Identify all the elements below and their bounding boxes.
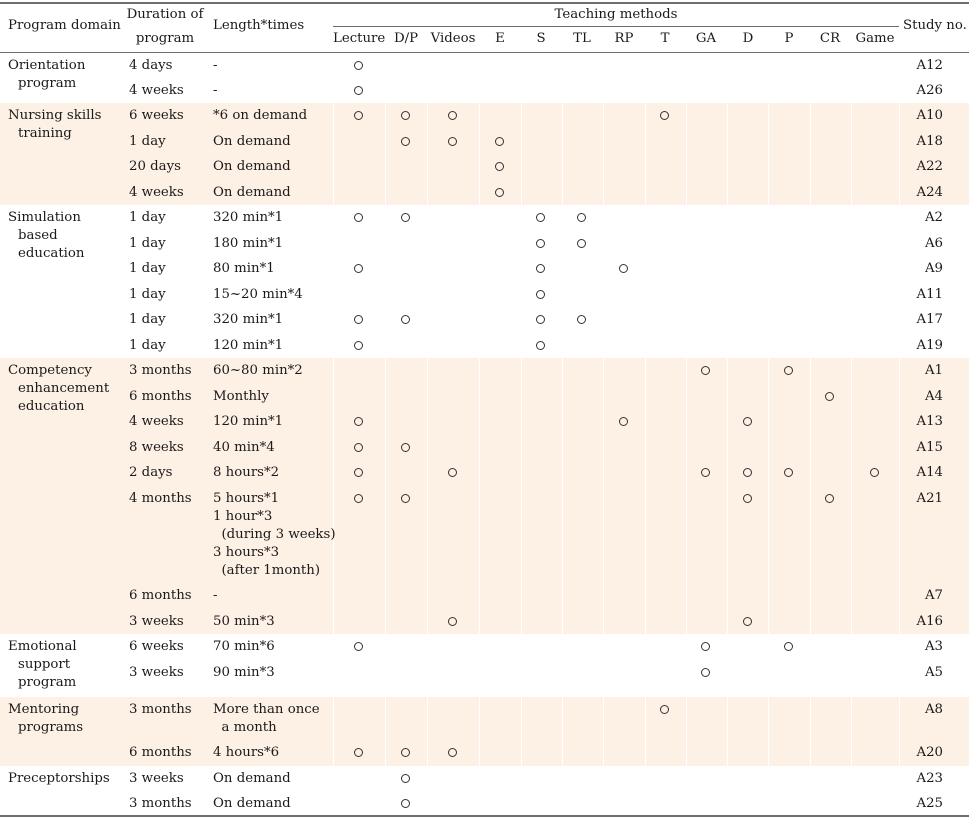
length-times-cell: - [213,83,218,98]
duration-cell: 1 day [129,261,166,276]
teaching-methods-rule [333,26,899,27]
method-mark-lecture [354,748,363,757]
header-method-cr: CR [819,31,841,46]
method-mark-lecture [354,111,363,120]
length-times-cell: (during 3 weeks) [213,527,336,542]
column-separator [385,358,386,634]
column-separator [768,358,769,634]
header-method-ga: GA [695,31,717,46]
method-mark-ga [701,668,710,677]
header-method-d-p: D/P [393,31,419,46]
column-separator [810,103,811,205]
study-no-cell: A10 [916,108,943,123]
length-times-cell: 5 hours*1 [213,491,280,506]
header-method-rp: RP [614,31,634,46]
method-mark-videos [448,617,457,626]
column-separator [479,103,480,205]
method-mark-lecture [354,443,363,452]
program-domain-label: programs [18,720,84,735]
header-method-videos: Videos [430,31,476,46]
program-domain-label: Simulation [8,210,81,225]
length-times-cell: 320 min*1 [213,312,284,327]
method-mark-rp [619,417,628,426]
length-times-cell: 80 min*1 [213,261,275,276]
study-no-cell: A15 [916,440,943,455]
column-separator [686,103,687,205]
header-program-domain: Program domain [8,18,121,33]
column-separator [603,103,604,205]
length-times-cell: 60~80 min*2 [213,363,303,378]
method-mark-s [536,341,545,350]
method-mark-s [536,290,545,299]
study-no-cell: A22 [916,159,943,174]
column-separator [562,103,563,205]
length-times-cell: 90 min*3 [213,665,275,680]
program-domain-label: Preceptorships [8,771,110,786]
method-mark-e [495,137,504,146]
column-separator [686,358,687,634]
method-mark-p [784,642,793,651]
program-domain-label: Nursing skills [8,108,102,123]
study-no-cell: A26 [916,83,943,98]
length-times-cell: On demand [213,796,291,811]
length-times-cell: (after 1month) [213,563,321,578]
column-separator [727,103,728,205]
column-separator [479,358,480,634]
program-domain-label: program [18,76,77,91]
program-domain-label: training [18,126,72,141]
header-method-t: T [660,31,670,46]
method-mark-e [495,162,504,171]
column-separator [603,358,604,634]
method-mark-d [743,494,752,503]
method-mark-lecture [354,264,363,273]
method-mark-d [743,417,752,426]
column-separator [562,358,563,634]
header-method-d: D [742,31,754,46]
program-domain-label: support [18,657,71,672]
column-separator [385,103,386,205]
study-no-cell: A20 [916,745,943,760]
header-method-game: Game [855,31,895,46]
column-separator [427,103,428,205]
column-separator [385,697,386,766]
study-no-cell: A4 [924,389,943,404]
duration-cell: 4 weeks [129,414,184,429]
study-no-cell: A25 [916,796,943,811]
table-top-rule [0,2,969,4]
column-separator [333,103,334,205]
header-bottom-rule [0,52,969,53]
column-separator [899,697,900,766]
column-separator [727,697,728,766]
column-separator [479,697,480,766]
method-mark-d-p [401,137,410,146]
header-study-no: Study no. [903,18,967,33]
method-mark-tl [577,315,586,324]
program-domain-label: Mentoring [8,702,80,717]
column-separator [851,358,852,634]
duration-cell: 1 day [129,134,166,149]
duration-cell: 8 weeks [129,440,184,455]
column-separator [333,358,334,634]
duration-cell: 6 months [129,588,192,603]
method-mark-lecture [354,86,363,95]
method-mark-ga [701,642,710,651]
length-times-cell: - [213,588,218,603]
duration-cell: 4 weeks [129,83,184,98]
study-no-cell: A11 [916,287,943,302]
method-mark-s [536,315,545,324]
method-mark-p [784,366,793,375]
method-mark-lecture [354,642,363,651]
method-mark-d-p [401,213,410,222]
method-mark-videos [448,468,457,477]
duration-cell: 1 day [129,312,166,327]
method-mark-p [784,468,793,477]
length-times-cell: 320 min*1 [213,210,284,225]
length-times-cell: 50 min*3 [213,614,275,629]
column-separator [768,697,769,766]
duration-cell: 4 months [129,491,192,506]
method-mark-videos [448,137,457,146]
length-times-cell: 120 min*1 [213,338,284,353]
duration-cell: 4 days [129,58,173,73]
program-domain-label: education [18,399,85,414]
duration-cell: 2 days [129,465,173,480]
duration-cell: 3 months [129,796,192,811]
method-mark-d-p [401,111,410,120]
length-times-cell: On demand [213,159,291,174]
method-mark-lecture [354,315,363,324]
study-no-cell: A13 [916,414,943,429]
method-mark-s [536,264,545,273]
method-mark-d-p [401,748,410,757]
column-separator [521,697,522,766]
column-separator [333,697,334,766]
method-mark-lecture [354,213,363,222]
length-times-cell: 120 min*1 [213,414,284,429]
column-separator [603,697,604,766]
method-mark-d [743,468,752,477]
header-method-p: P [784,31,794,46]
header-duration-line2: program [135,31,195,46]
study-no-cell: A17 [916,312,943,327]
study-no-cell: A2 [924,210,943,225]
duration-cell: 3 weeks [129,614,184,629]
study-no-cell: A12 [916,58,943,73]
method-mark-cr [825,392,834,401]
method-mark-tl [577,239,586,248]
length-times-cell: 180 min*1 [213,236,284,251]
study-no-cell: A9 [924,261,943,276]
column-separator [645,103,646,205]
study-no-cell: A14 [916,465,943,480]
column-separator [427,358,428,634]
method-mark-game [870,468,879,477]
method-mark-d-p [401,315,410,324]
method-mark-lecture [354,468,363,477]
header-method-s: S [536,31,546,46]
column-separator [521,103,522,205]
length-times-cell: More than once [213,702,320,717]
column-separator [645,358,646,634]
method-mark-tl [577,213,586,222]
length-times-cell: a month [213,720,277,735]
program-domain-label: enhancement [18,381,110,396]
column-separator [851,103,852,205]
method-mark-t [660,705,669,714]
study-no-cell: A24 [916,185,943,200]
method-mark-d-p [401,799,410,808]
method-mark-d-p [401,494,410,503]
column-separator [562,697,563,766]
length-times-cell: On demand [213,771,291,786]
column-separator [727,358,728,634]
program-domain-label: Emotional [8,639,77,654]
duration-cell: 6 weeks [129,108,184,123]
length-times-cell: - [213,58,218,73]
method-mark-videos [448,748,457,757]
length-times-cell: 8 hours*2 [213,465,280,480]
study-no-cell: A19 [916,338,943,353]
study-no-cell: A6 [924,236,943,251]
column-separator [899,358,900,634]
study-no-cell: A18 [916,134,943,149]
duration-cell: 3 weeks [129,771,184,786]
method-mark-s [536,213,545,222]
duration-cell: 6 weeks [129,639,184,654]
method-mark-t [660,111,669,120]
study-no-cell: A5 [924,665,943,680]
method-mark-lecture [354,417,363,426]
column-separator [645,697,646,766]
program-domain-label: Competency [8,363,92,378]
method-mark-d-p [401,774,410,783]
column-separator [686,697,687,766]
header-method-lecture: Lecture [333,31,386,46]
length-times-cell: On demand [213,185,291,200]
method-mark-e [495,188,504,197]
duration-cell: 4 weeks [129,185,184,200]
length-times-cell: 4 hours*6 [213,745,280,760]
duration-cell: 20 days [129,159,181,174]
column-separator [851,697,852,766]
length-times-cell: On demand [213,134,291,149]
column-separator [810,358,811,634]
method-mark-d [743,617,752,626]
length-times-cell: *6 on demand [213,108,308,123]
length-times-cell: Monthly [213,389,269,404]
duration-cell: 3 months [129,363,192,378]
program-domain-label: based [18,228,58,243]
length-times-cell: 3 hours*3 [213,545,280,560]
duration-cell: 3 months [129,702,192,717]
header-duration-line1: Duration of [126,7,204,22]
length-times-cell: 1 hour*3 [213,509,273,524]
duration-cell: 1 day [129,236,166,251]
column-separator [768,103,769,205]
duration-cell: 1 day [129,338,166,353]
method-mark-rp [619,264,628,273]
study-no-cell: A1 [924,363,943,378]
header-method-e: E [495,31,505,46]
study-no-cell: A3 [924,639,943,654]
study-no-cell: A8 [924,702,943,717]
method-mark-videos [448,111,457,120]
column-separator [810,697,811,766]
duration-cell: 1 day [129,210,166,225]
column-separator [899,103,900,205]
study-no-cell: A23 [916,771,943,786]
method-mark-ga [701,366,710,375]
duration-cell: 3 weeks [129,665,184,680]
method-mark-d-p [401,443,410,452]
method-mark-lecture [354,341,363,350]
method-mark-ga [701,468,710,477]
method-mark-lecture [354,494,363,503]
header-teaching-methods: Teaching methods [554,7,678,22]
program-domain-label: program [18,675,77,690]
duration-cell: 1 day [129,287,166,302]
length-times-cell: 15~20 min*4 [213,287,303,302]
length-times-cell: 70 min*6 [213,639,275,654]
duration-cell: 6 months [129,745,192,760]
header-method-tl: TL [573,31,591,46]
column-separator [521,358,522,634]
study-no-cell: A7 [924,588,943,603]
study-no-cell: A21 [916,491,943,506]
column-separator [427,697,428,766]
program-domain-label: education [18,246,85,261]
program-domain-label: Orientation [8,58,86,73]
duration-cell: 6 months [129,389,192,404]
header-length-times: Length*times [213,18,305,33]
method-mark-lecture [354,61,363,70]
study-no-cell: A16 [916,614,943,629]
length-times-cell: 40 min*4 [213,440,275,455]
method-mark-cr [825,494,834,503]
method-mark-s [536,239,545,248]
